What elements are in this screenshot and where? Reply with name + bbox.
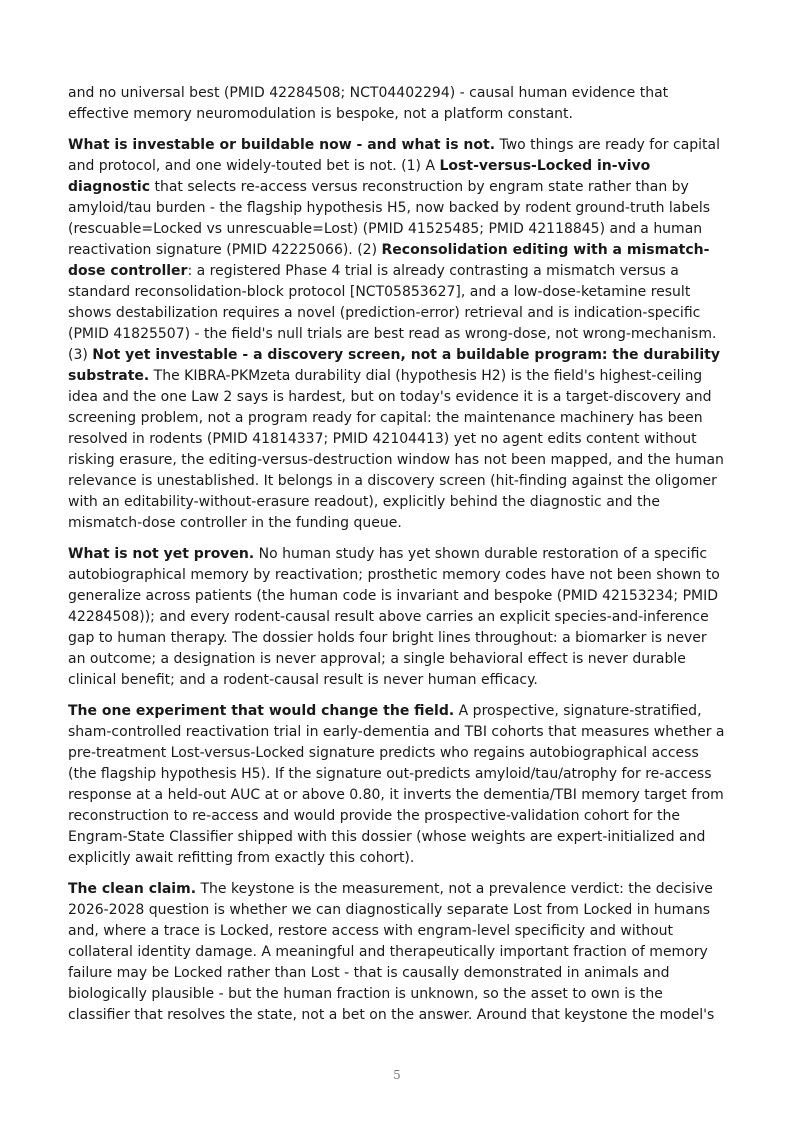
paragraph-text: : a registered Phase 4 trial is already contrasting a mismatch versus a standard reconsolidation-block protocol [NCT05853627], and a low-dose-ketamine result shows destabilization requires a novel (prediction-error) retrieval and is indication-specific (PMID 41825507) - the field's null trials are best read as wrong-dose, not wrong-mechanism. (3) xyxy=(68,263,717,363)
paragraph-heading: The one experiment that would change the field. xyxy=(68,703,455,719)
paragraph-text: The keystone is the measurement, not a prevalence verdict: the decisive 2026-2028 question is whether we can diagnostically separate Lost from Locked in humans and, where a trace is Locked, restore access with engram-level specificity and without collateral identity damage. A meaningful and therapeutically important fraction of memory failure may be Locked rather than Lost - that is causally demonstrated in animals and biologically plausible - but the human fraction is unknown, so the asset to own is the classifier that resolves the state, not a bet on the answer. Around that keystone the model's xyxy=(68,881,715,1023)
paragraph-text: No human study has yet shown durable restoration of a specific autobiographical memory by reactivation; prosthetic memory codes have not been shown to generalize across patients (the human code is invariant and bespoke (PMID 42153234; PMID 42284508)); and every rodent-causal result above carries an explicit species-and-inference gap to human therapy. The dossier holds four bright lines throughout: a biomarker is never an outcome; a designation is never approval; a single behavioral effect is never durable clinical benefit; and a rodent-causal result is never human efficacy. xyxy=(68,546,720,688)
paragraph-not-yet-proven xyxy=(68,544,728,691)
page-number: 5 xyxy=(393,1068,401,1082)
paragraph-clean-claim xyxy=(68,879,728,1026)
paragraph-one-experiment xyxy=(68,701,728,869)
paragraph-heading: What is investable or buildable now - and what is not. xyxy=(68,137,496,153)
paragraph-text: Two things are ready for capital and protocol, and one widely-touted bet is not. (1) A xyxy=(68,137,721,174)
paragraph-text: A prospective, signature-stratified, sham-controlled reactivation trial in early-dementia and TBI cohorts that measures whether a pre-treatment Lost-versus-Locked signature predicts who regains autobiographical access (the flagship hypothesis H5). If the signature out-predicts amyloid/tau/atrophy for re-access response at a held-out AUC at or above 0.80, it inverts the dementia/TBI memory target from reconstruction to re-access and would provide the prospective-validation cohort for the Engram-State Classifier shipped with this dossier (whose weights are expert-initialized and explicitly await refitting from exactly this cohort). xyxy=(68,703,725,866)
paragraph-text: and no universal best (PMID 42284508; NCT04402294) - causal human evidence that effective memory neuromodulation is bespoke, not a platform constant. xyxy=(68,85,669,122)
emphasis-text: Reconsolidation editing with a mismatch-dose controller xyxy=(68,242,710,279)
paragraph-text: The KIBRA-PKMzeta durability dial (hypothesis H2) is the field's highest-ceiling idea and the one Law 2 says is hardest, but on today's evidence it is a target-discovery and screening problem, not a program ready for capital: the maintenance machinery has been resolved in rodents (PMID 41814337; PMID 42104413) yet no agent edits content without risking erasure, the editing-versus-destruction window has not been mapped, and the human relevance is unestablished. It belongs in a discovery screen (hit-finding against the oligomer with an editability-without-erasure readout), explicitly behind the diagnostic and the mismatch-dose controller in the funding queue. xyxy=(68,368,724,531)
emphasis-text: Lost-versus-Locked in-vivo diagnostic xyxy=(68,158,651,195)
paragraph-investable-now xyxy=(68,135,728,534)
emphasis-text: Not yet investable - a discovery screen, not a buildable program: the durability substrate. xyxy=(68,347,721,384)
paragraph-continuation xyxy=(68,83,728,125)
paragraph-heading: What is not yet proven. xyxy=(68,546,255,562)
paragraph-heading: The clean claim. xyxy=(68,881,197,897)
document-body xyxy=(68,83,728,1036)
paragraph-text: that selects re-access versus reconstruction by engram state rather than by amyloid/tau burden - the flagship hypothesis H5, now backed by rodent ground-truth labels (rescuable=Locked vs unrescuable=Lost) (PMID 41525485; PMID 42118845) and a human reactivation signature (PMID 42225066). (2) xyxy=(68,179,711,258)
